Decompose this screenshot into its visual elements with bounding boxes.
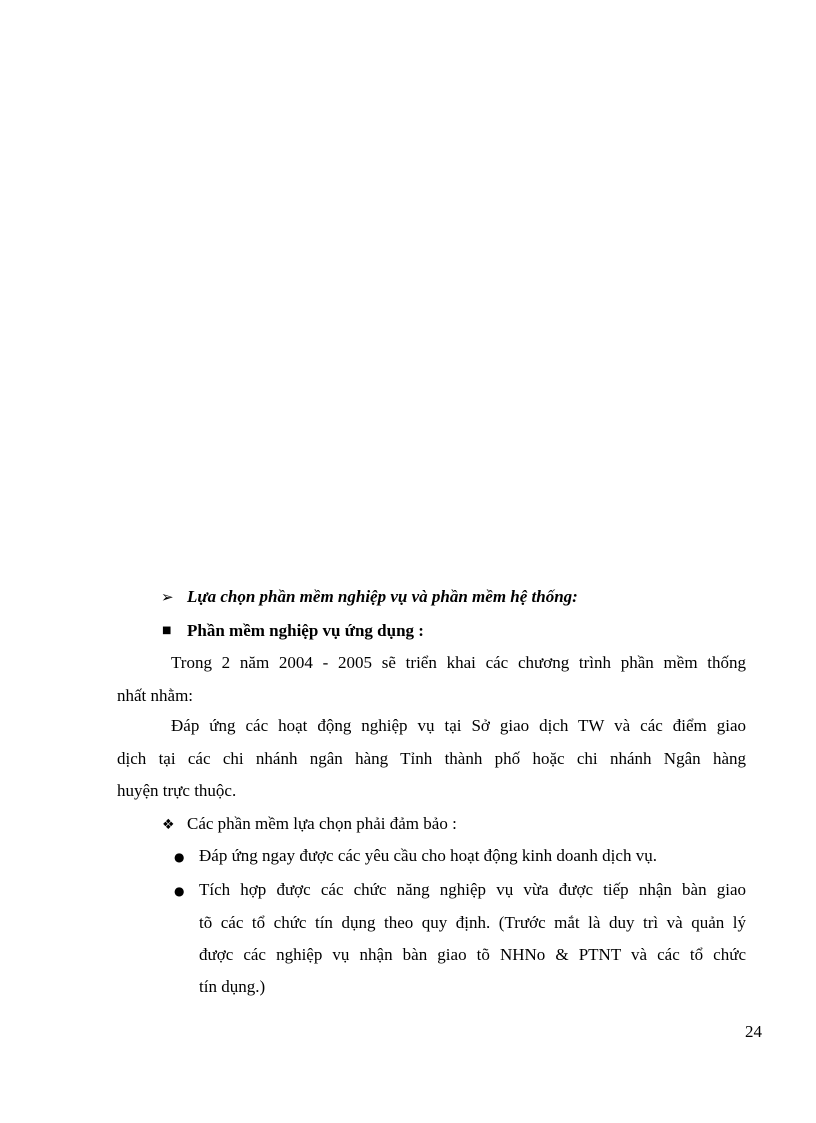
paragraph-2-line-3: huyện trực thuộc. xyxy=(117,781,237,800)
requirements-intro: Các phần mềm lựa chọn phải đảm bảo : xyxy=(187,814,457,833)
requirement-item-2-line-1: Tích hợp được các chức năng nghiệp vụ vừa được tiếp nhận bàn giao xyxy=(199,880,746,899)
paragraph-1-line-2: nhất nhằm: xyxy=(117,686,194,705)
arrow-bullet-icon: ➢ xyxy=(161,588,174,606)
square-bullet-icon: ■ xyxy=(162,625,172,636)
paragraph-1-line-1: Trong 2 năm 2004 - 2005 sẽ triển khai các chương trình phần mềm thống xyxy=(171,653,746,672)
section-heading: Lựa chọn phần mềm nghiệp vụ và phần mềm hệ thống: xyxy=(187,587,578,606)
paragraph-2-line-1: Đáp ứng các hoạt động nghiệp vụ tại Sở giao dịch TW và các điểm giao xyxy=(171,716,746,735)
requirement-item-2-line-2: tõ các tổ chức tín dụng theo quy định. (Trước mắt là duy trì và quản lý xyxy=(199,913,746,932)
requirement-item-2-line-3: được các nghiệp vụ nhận bàn giao tõ NHNo & PTNT và các tổ chức xyxy=(199,945,746,964)
paragraph-2-line-2: dịch tại các chi nhánh ngân hàng Tỉnh thành phố hoặc chi nhánh Ngân hàng xyxy=(117,749,746,768)
requirement-item-1-line-1: Đáp ứng ngay được các yêu cầu cho hoạt động kinh doanh dịch vụ. xyxy=(199,846,657,865)
bullet-dot-icon: ● xyxy=(174,884,185,898)
page-number: 24 xyxy=(745,1022,762,1041)
subsection-heading: Phần mềm nghiệp vụ ứng dụng : xyxy=(187,621,424,640)
bullet-dot-icon: ● xyxy=(174,850,185,864)
four-diamond-bullet-icon: ❖ xyxy=(162,817,175,833)
requirement-item-2-line-4: tín dụng.) xyxy=(199,977,266,996)
